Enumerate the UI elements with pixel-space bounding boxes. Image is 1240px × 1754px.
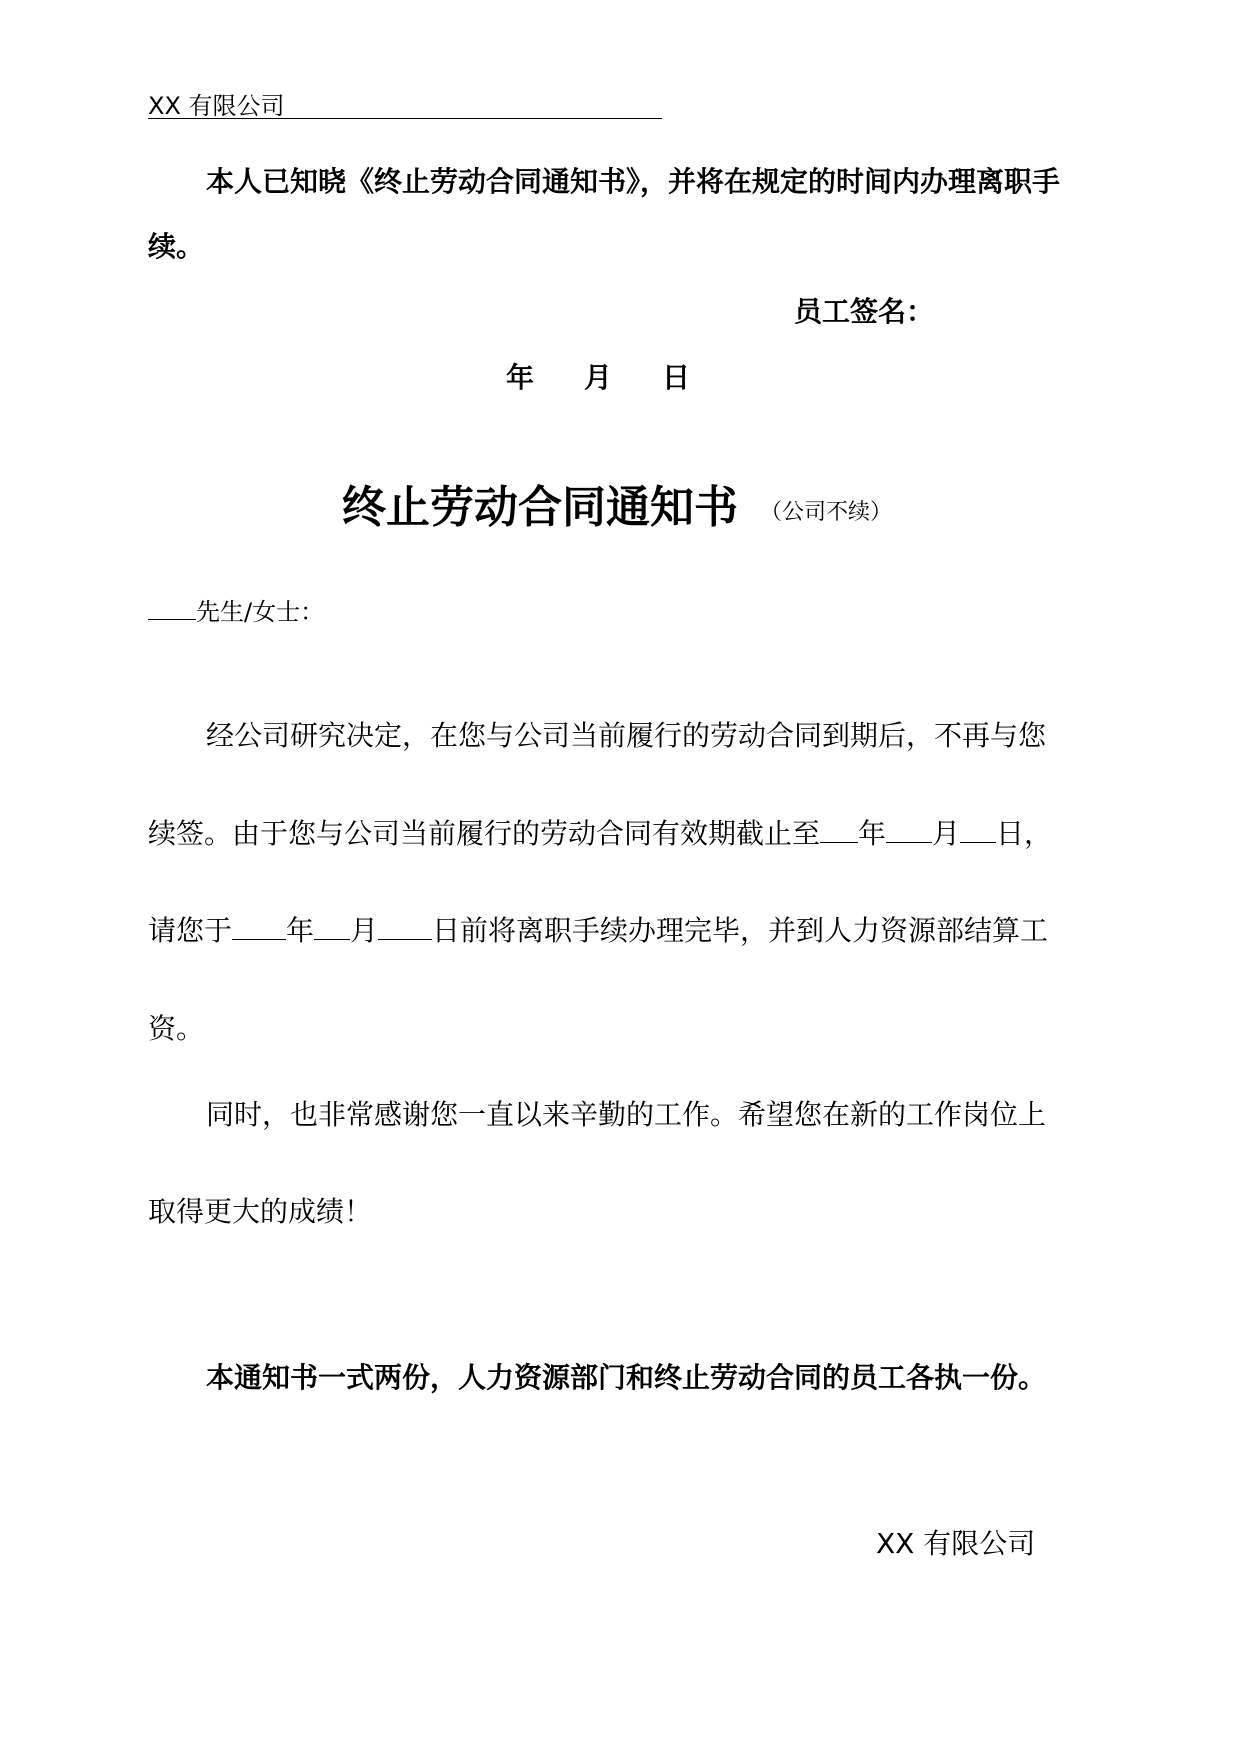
end-year-blank: [820, 820, 858, 843]
document-title: 终止劳动合同通知书: [342, 482, 738, 533]
date-day-label: 日: [662, 361, 691, 394]
deadline-day-blank: [378, 917, 432, 940]
deadline-rest-text: 日前将离职手续办理完毕，并到人力资源部结算工: [432, 914, 1049, 947]
end-day-label: 日，: [996, 817, 1053, 850]
paragraph-1-line-1: 经公司研究决定，在您与公司当前履行的劳动合同到期后，不再与您: [206, 719, 1047, 752]
paragraph-1-line-2: [148, 817, 1053, 850]
name-blank: [148, 597, 196, 620]
deadline-year-label: 年: [286, 914, 315, 947]
footer-company-name: XX 有限公司: [876, 1527, 1036, 1560]
salutation: [148, 597, 324, 624]
acknowledgement-line-2: 续。: [148, 230, 205, 263]
copies-note: 本通知书一式两份，人力资源部门和终止劳动合同的员工各执一份。: [206, 1361, 1047, 1394]
deadline-intro: 请您于: [148, 914, 233, 947]
contract-end-text: 续签。由于您与公司当前履行的劳动合同有效期截止至: [148, 817, 821, 850]
acknowledgement-line-1: 本人已知晓《终止劳动合同通知书》，并将在规定的时间内办理离职手: [206, 165, 1061, 198]
deadline-month-label: 月: [350, 914, 379, 947]
end-day-blank: [960, 820, 996, 843]
paragraph-1-line-4: 资。: [148, 1012, 205, 1045]
salutation-text: 先生/女士：: [196, 598, 325, 626]
end-month-blank: [886, 820, 932, 843]
paragraph-2-line-1: 同时，也非常感谢您一直以来辛勤的工作。希望您在新的工作岗位上: [206, 1098, 1047, 1131]
signature-date-row: [506, 361, 691, 394]
end-month-label: 月: [932, 817, 961, 850]
deadline-year-blank: [232, 917, 286, 940]
header-company-name: XX 有限公司: [148, 92, 285, 120]
paragraph-2-line-2: 取得更大的成绩！: [148, 1195, 373, 1228]
date-month-label: 月: [584, 361, 613, 394]
date-year-label: 年: [506, 361, 535, 394]
end-year-label: 年: [858, 817, 887, 850]
employee-signature-label: 员工签名：: [794, 295, 935, 328]
document-subtitle: （公司不续）: [760, 500, 893, 525]
header-underline: [148, 118, 662, 119]
paragraph-1-line-3: [148, 914, 1049, 947]
deadline-month-blank: [314, 917, 350, 940]
